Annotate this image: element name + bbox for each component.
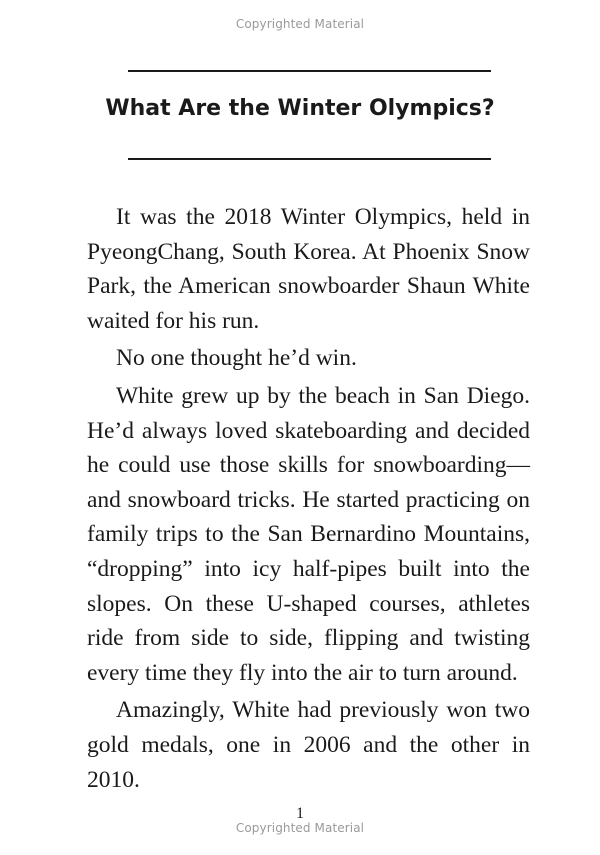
- chapter-title: What Are the Winter Olympics?: [105, 96, 495, 121]
- copyright-watermark-bottom: Copyrighted Material: [235, 821, 365, 835]
- paragraph: Amazingly, White had previously won two gold medals, one in 2006 and the other in 2010.: [87, 697, 530, 793]
- title-rule-top: [128, 70, 491, 72]
- paragraph: White grew up by the beach in San Diego. He’d always loved skateboarding and decided he could use those skills for snowboarding—and snowboard tricks. He started practicing on family trips to the San Bernardino Mountains, “dropping” into icy half-pipes built into the slopes. On these U-shaped courses, athletes ride from side to side, flipping and twisting every time they fly into the air to turn around.: [87, 382, 530, 686]
- paragraph: No one thought he’d win.: [116, 345, 357, 372]
- copyright-watermark-top: Copyrighted Material: [235, 17, 365, 31]
- paragraph: It was the 2018 Winter Olympics, held in PyeongChang, South Korea. At Phoenix Snow Park, the American snowboarder Shaun White waited for his run.: [87, 204, 530, 334]
- body-text: [87, 200, 530, 800]
- title-rule-bottom: [128, 158, 491, 160]
- page-number: 1: [296, 805, 304, 822]
